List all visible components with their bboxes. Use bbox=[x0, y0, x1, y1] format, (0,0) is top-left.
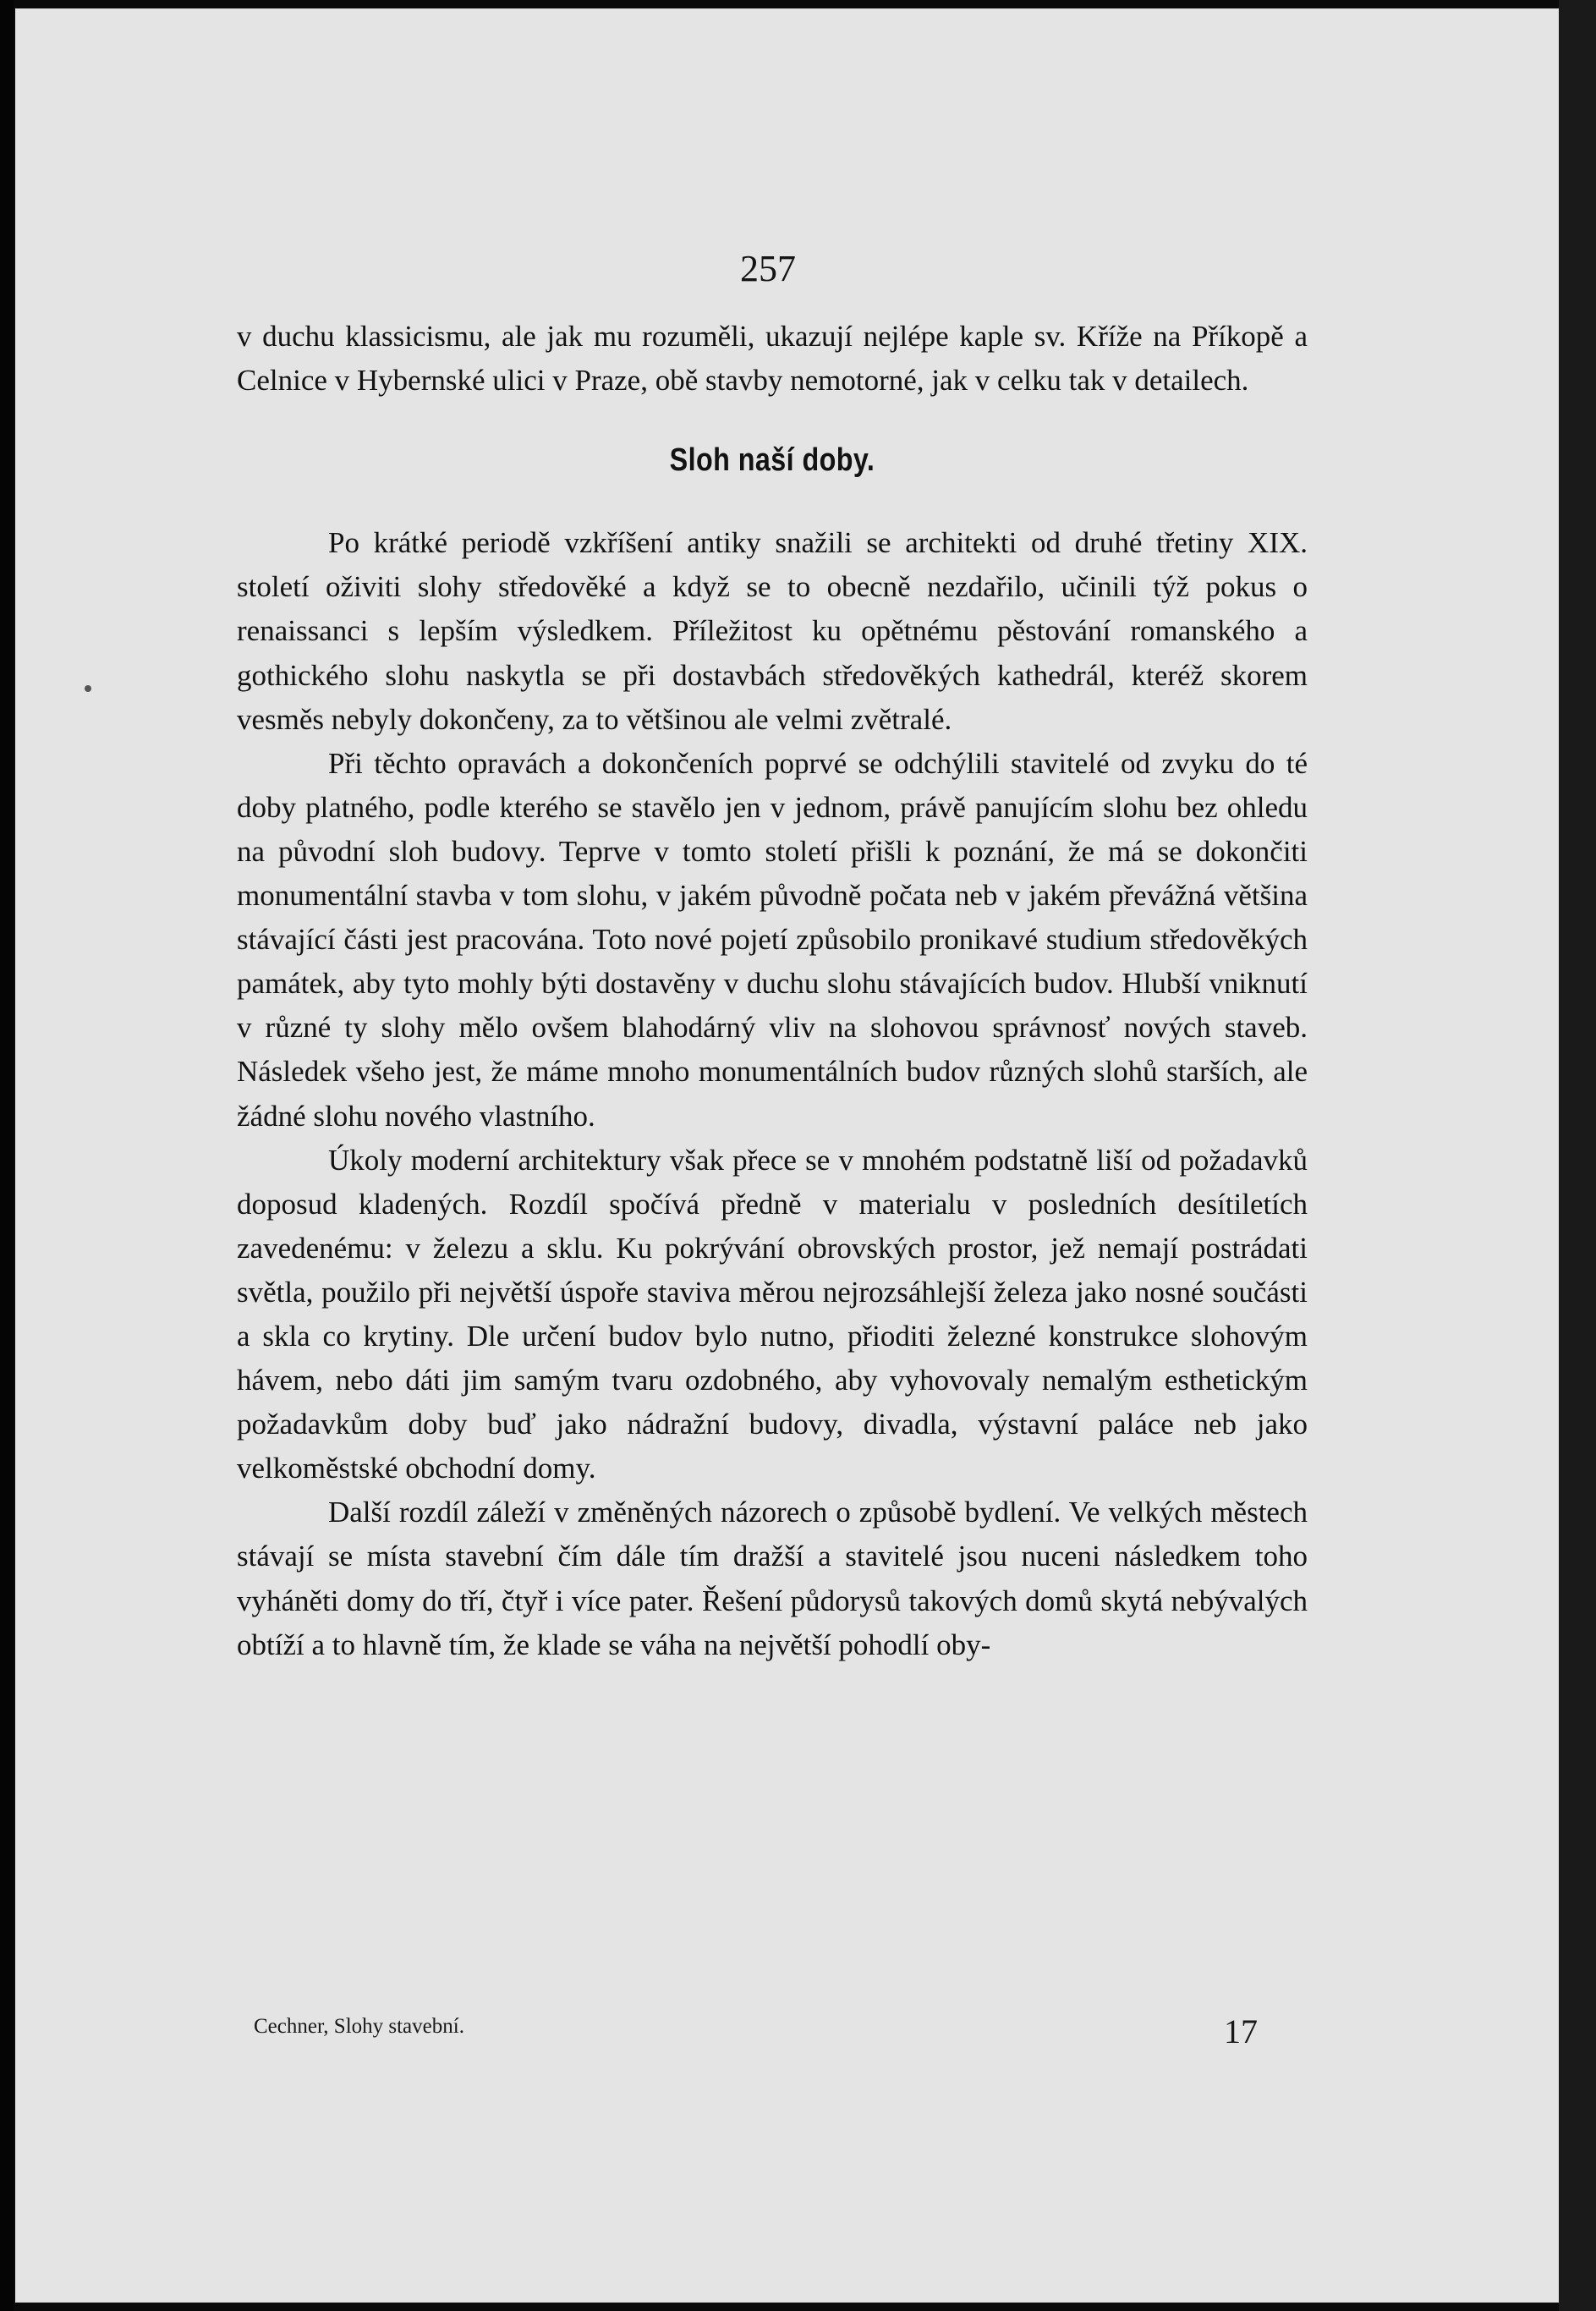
paper-speck bbox=[85, 685, 91, 692]
book-binding-edge bbox=[0, 0, 14, 2311]
body-text bbox=[237, 315, 1308, 1667]
footer-signature: Cechner, Slohy stavební. bbox=[254, 2015, 464, 2038]
paragraph-4: Další rozdíl záleží v změněných názorech o způsobě bydlení. Ve velkých městech stávají se místa stavební čím dále tím dražší a stavitelé jsou nuceni následkem toho vyháněti domy do tří, čtyř i více pater. Řešení půdorysů takových domů skytá nebývalých obtíží a to hlavně tím, že klade se váha na největší pohodlí oby- bbox=[237, 1496, 1308, 1661]
opening-paragraph: v duchu klassicismu, ale jak mu rozuměli, ukazují nejlépe kaple sv. Kříže na Příkopě a Celnice v Hybernské ulici v Praze, obě stavby nemotorné, jak v celku tak v detailech. bbox=[237, 320, 1308, 398]
section-heading: Sloh naší doby. bbox=[669, 442, 875, 479]
paragraph-3: Úkoly moderní architektury však přece se v mnohém podstatně liší od požadavků doposud kladených. Rozdíl spočívá předně v materialu v posledních desítiletích zavedenému: v železu a sklu. Ku pokrývání obrovských prostor, jež nemají postrádati světla, použilo při největší úspoře staviva měrou nejrozsáhlejší železa jako nosné součásti a skla co krytiny. Dle určení budov bylo nutno, přioditi železné konstrukce slohovým hávem, nebo dáti jim samým tvaru ozdobného, aby vyhovovaly nemalým esthetickým požadavkům doby buď jako nádražní budovy, divadla, výstavní paláce neb jako velkoměstské obchodní domy. bbox=[237, 1143, 1308, 1485]
paragraph-2: Při těchto opravách a dokončeních poprvé se odchýlili stavitelé od zvyku do té doby platného, podle kterého se stavělo jen v jednom, právě panujícím slohu bez ohledu na původní sloh budovy. Teprve v tomto století přišli k poznání, že má se dokončiti monumentální stavba v tom slohu, v jakém původně počata neb v jakém převážná většina stávající části jest pracována. Toto nové pojetí způsobilo pronikavé studium středověkých památek, aby tyto mohly býti dostavěny v duchu slohu stávajících budov. Hlubší vniknutí v různé ty slohy mělo ovšem blahodárný vliv na slohovou správnosť nových staveb. Následek všeho jest, že máme mnoho monumentálních budov různých slohů starších, ale žádné slohu nového vlastního. bbox=[237, 746, 1308, 1133]
paragraph-1: Po krátké periodě vzkříšení antiky snažili se architekti od druhé třetiny XIX. století oživiti slohy středověké a když se to obecně nezdařilo, učinili týž pokus o renaissanci s lepším výsledkem. Příležitost ku opětnému pěstování romanského a gothického slohu naskytla se při dostavbách středověkých kathedrál, kteréž skorem vesměs nebyly dokončeny, za to většinou ale velmi zvětralé. bbox=[237, 526, 1308, 736]
page-number: 257 bbox=[740, 248, 796, 289]
scan-background-edge bbox=[1559, 0, 1596, 2311]
footer-sheet-number: 17 bbox=[1224, 2012, 1258, 2050]
